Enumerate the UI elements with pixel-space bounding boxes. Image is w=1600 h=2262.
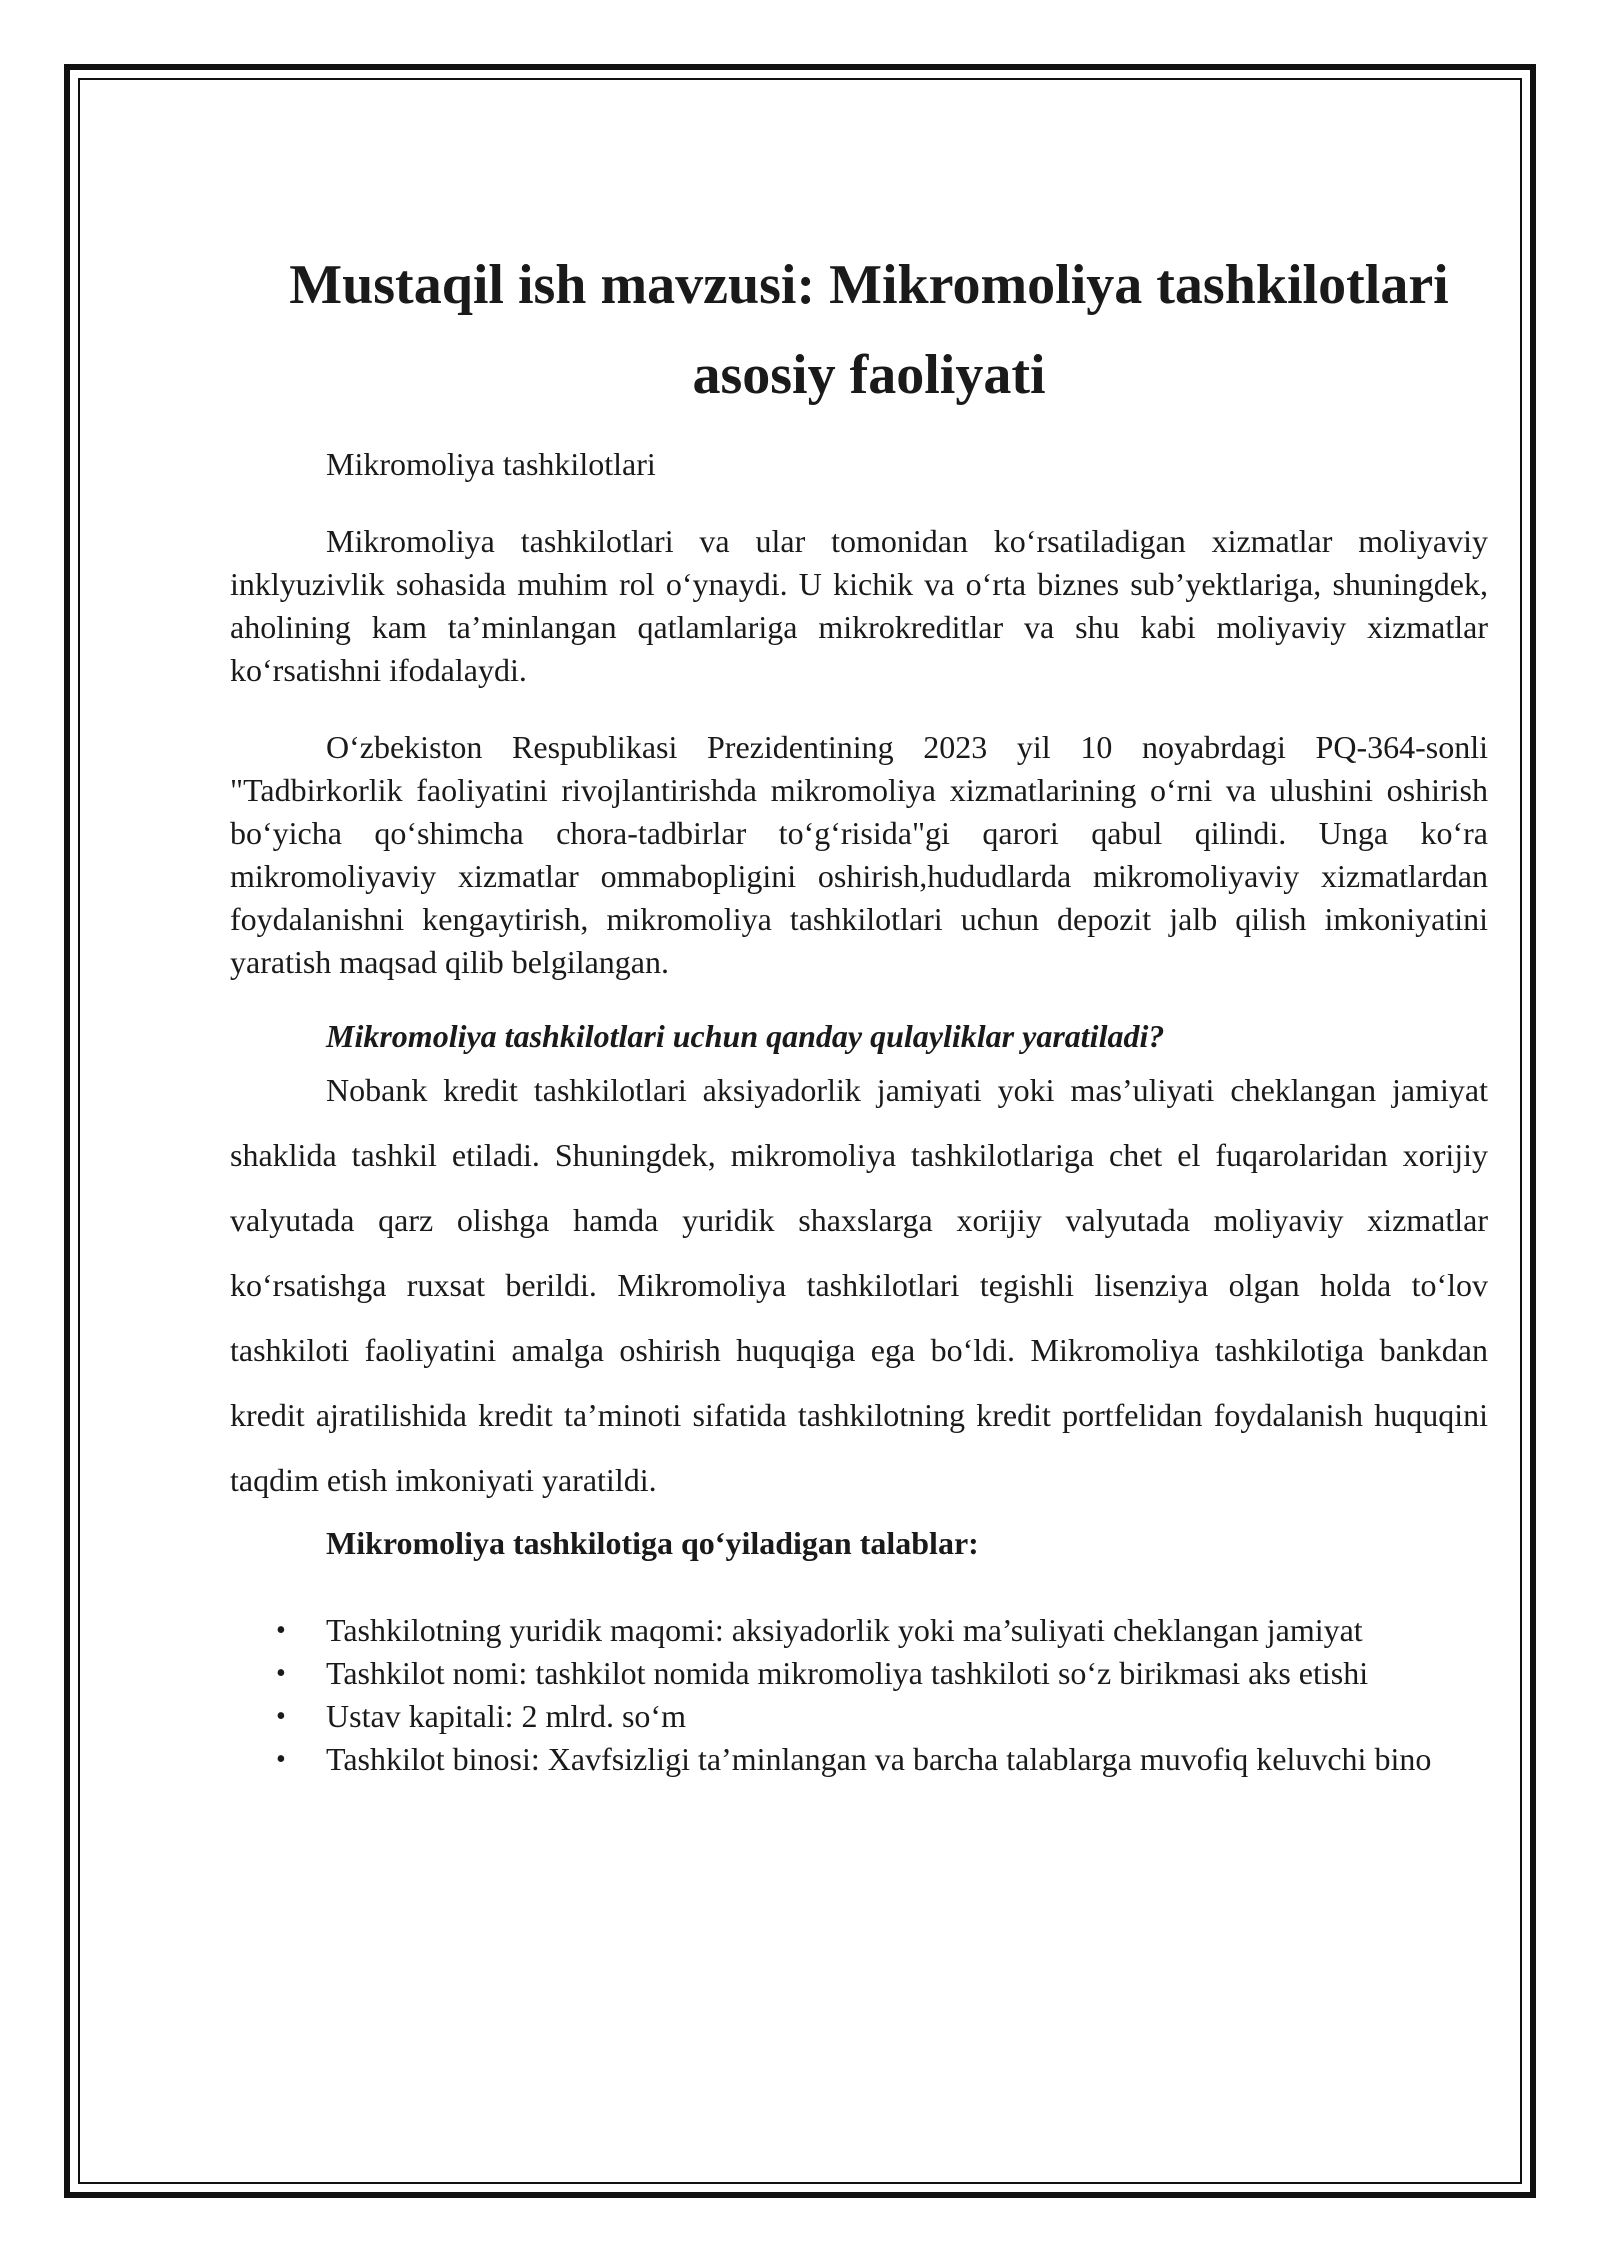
section-question: Mikromoliya tashkilotlari uchun qanday qulayliklar yaratiladi? bbox=[326, 1018, 1165, 1054]
list-item bbox=[230, 1652, 1488, 1695]
list-item-text: Tashkilot binosi: Xavfsizligi ta’minlangan va barcha talablarga muvofiq keluvchi bino bbox=[326, 1741, 1432, 1777]
paragraph-decree: Oʻzbekiston Respublikasi Prezidentining 2023 yil 10 noyabrdagi PQ-364-sonli "Tadbirkorlik faoliyatini rivojlantirishda mikromoliya xizmatlarining oʻrni va ulushini oshirish boʻyicha qoʻshimcha chora-tadbirlar toʻgʻrisida"gi qarori qabul qilindi. Unga koʻra mikromoliyaviy xizmatlar ommabopligini oshirish,hududlarda mikromoliyaviy xizmatlardan foydalanishni kengaytirish, mikromoliya tashkilotlari uchun depozit jalb qilish imkoniyatini yaratish maqsad qilib belgilangan. bbox=[230, 729, 1488, 980]
list-item bbox=[230, 1738, 1488, 1781]
bullet-icon: • bbox=[276, 1615, 286, 1646]
list-item-text: Tashkilot nomi: tashkilot nomida mikromoliya tashkiloti soʻz birikmasi aks etishi bbox=[326, 1655, 1369, 1691]
requirements-heading: Mikromoliya tashkilotiga qoʻyiladigan talablar: bbox=[326, 1525, 979, 1561]
paragraph-benefits: Nobank kredit tashkilotlari aksiyadorlik jamiyati yoki mas’uliyati cheklangan jamiyat shaklida tashkil etiladi. Shuningdek, mikromoliya tashkilotlariga chet el fuqarolaridan xorijiy valyutada qarz olishga hamda yuridik shaxslarga xorijiy valyutada moliyaviy xizmatlar koʻrsatishga ruxsat berildi. Mikromoliya tashkilotlari tegishli lisenziya olgan holda toʻlov tashkiloti faoliyatini amalga oshirish huquqiga ega boʻldi. Mikromoliya tashkilotiga bankdan kredit ajratilishida kredit ta’minoti sifatida tashkilotning kredit portfelidan foydalanish huquqini taqdim etish imkoniyati yaratildi. bbox=[230, 1072, 1488, 1498]
section-subheading: Mikromoliya tashkilotlari bbox=[326, 446, 656, 482]
bullet-icon: • bbox=[276, 1744, 286, 1775]
paragraph-intro: Mikromoliya tashkilotlari va ular tomonidan koʻrsatiladigan xizmatlar moliyaviy inklyuzivlik sohasida muhim rol oʻynaydi. U kichik va oʻrta biznes sub’yektlariga, shuningdek, aholining kam ta’minlangan qatlamlariga mikrokreditlar va shu kabi moliyaviy xizmatlar koʻrsatishni ifodalaydi. bbox=[230, 523, 1488, 688]
list-item-text: Ustav kapitali: 2 mlrd. soʻm bbox=[326, 1698, 686, 1734]
document-body bbox=[230, 240, 1488, 1781]
document-title: Mustaqil ish mavzusi: Mikromoliya tashkilotlari asosiy faoliyati bbox=[289, 254, 1449, 406]
list-item bbox=[230, 1609, 1488, 1652]
list-item bbox=[230, 1695, 1488, 1738]
list-item-text: Tashkilotning yuridik maqomi: aksiyadorlik yoki ma’suliyati cheklangan jamiyat bbox=[326, 1612, 1363, 1648]
requirements-list bbox=[230, 1609, 1488, 1781]
bullet-icon: • bbox=[276, 1701, 286, 1732]
bullet-icon: • bbox=[276, 1658, 286, 1689]
